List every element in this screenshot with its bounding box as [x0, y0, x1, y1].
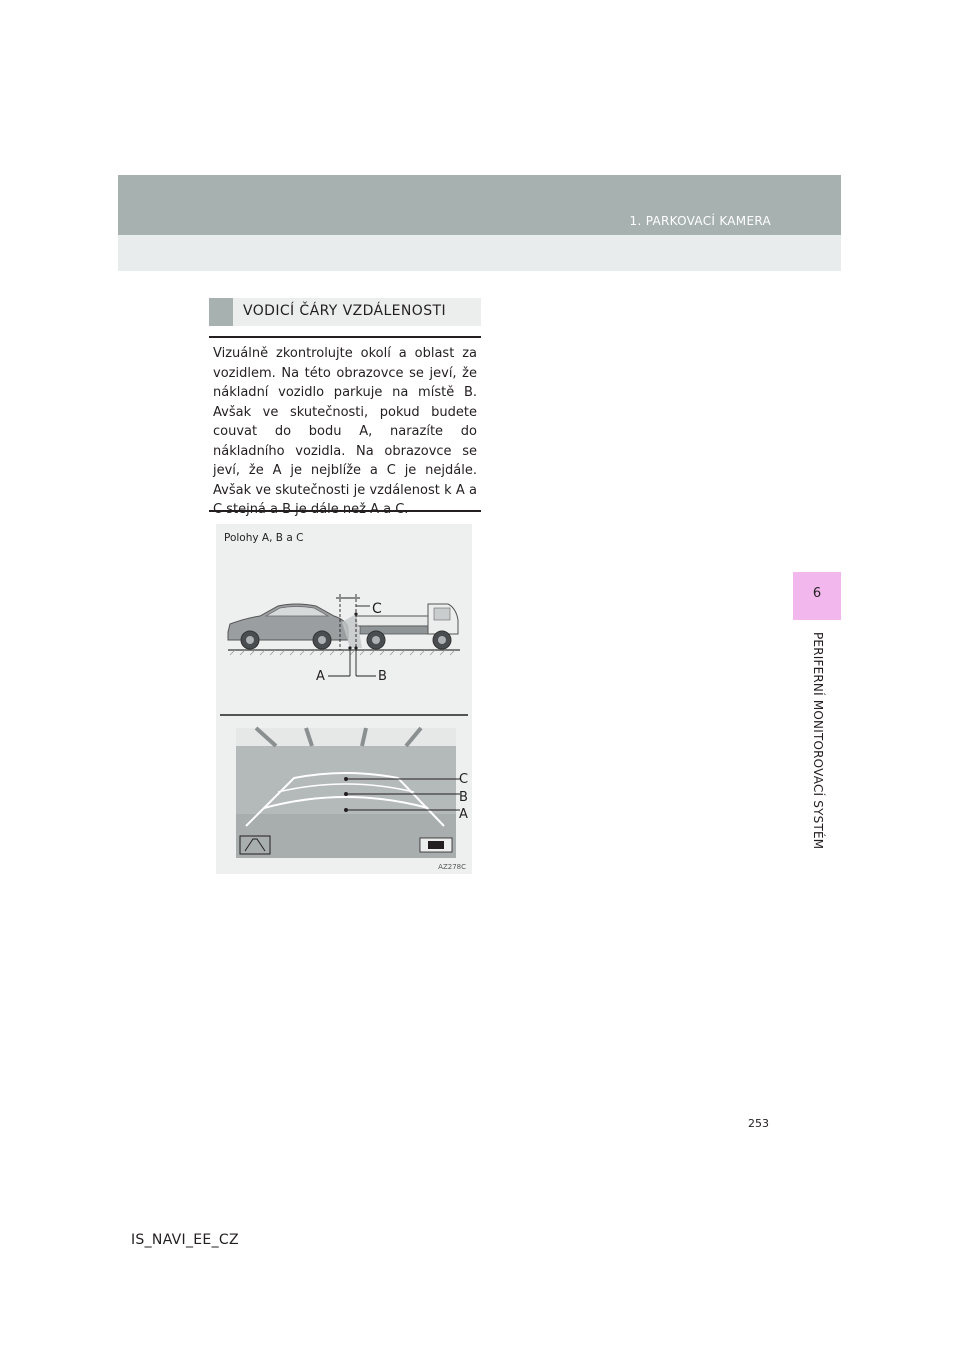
label-b-screen: B: [459, 790, 468, 805]
page-number: 253: [748, 1117, 769, 1130]
side-view-illustration: [228, 594, 460, 676]
section-title: VODICÍ ČÁRY VZDÁLENOSTI: [243, 303, 446, 319]
label-b-top: B: [378, 669, 387, 684]
chapter-number: 6: [812, 586, 822, 601]
label-a-screen: A: [459, 807, 468, 822]
info-text: Vizuálně zkontrolujte okolí a oblast za vozidlem. Na této obrazovce se jeví, že nákladní vozidlo parkuje na místě B. Avšak ve skutečnosti, pokud budete couvat do bodu A, narazíte do nákladního vozidla. Na obrazovce se jeví, že A je nejblíže a C je nejdále. Avšak ve skutečnosti je vzdálenost k A a C stejná a B je dále než A a C.: [213, 346, 477, 517]
running-header-title: 1. PARKOVACÍ KAMERA: [629, 214, 771, 228]
header-subband: [118, 235, 841, 271]
figure-illustration: [216, 524, 472, 874]
chapter-tab[interactable]: [793, 572, 841, 620]
info-box: [209, 336, 481, 517]
label-c-screen: C: [459, 772, 469, 787]
section-marker: [209, 298, 233, 326]
label-c-top: C: [372, 601, 382, 617]
chapter-label: PERIFERNÍ MONITOROVACÍ SYSTÉM: [811, 632, 825, 850]
figure-caption: Polohy A, B a C: [224, 532, 304, 544]
figure-code: AZ278C: [438, 863, 466, 871]
header-band: [118, 175, 841, 235]
figure: [216, 524, 472, 874]
label-a-top: A: [316, 669, 325, 684]
document-code: IS_NAVI_EE_CZ: [131, 1232, 239, 1248]
truck-bed: [356, 616, 428, 626]
section-heading: [209, 298, 481, 326]
